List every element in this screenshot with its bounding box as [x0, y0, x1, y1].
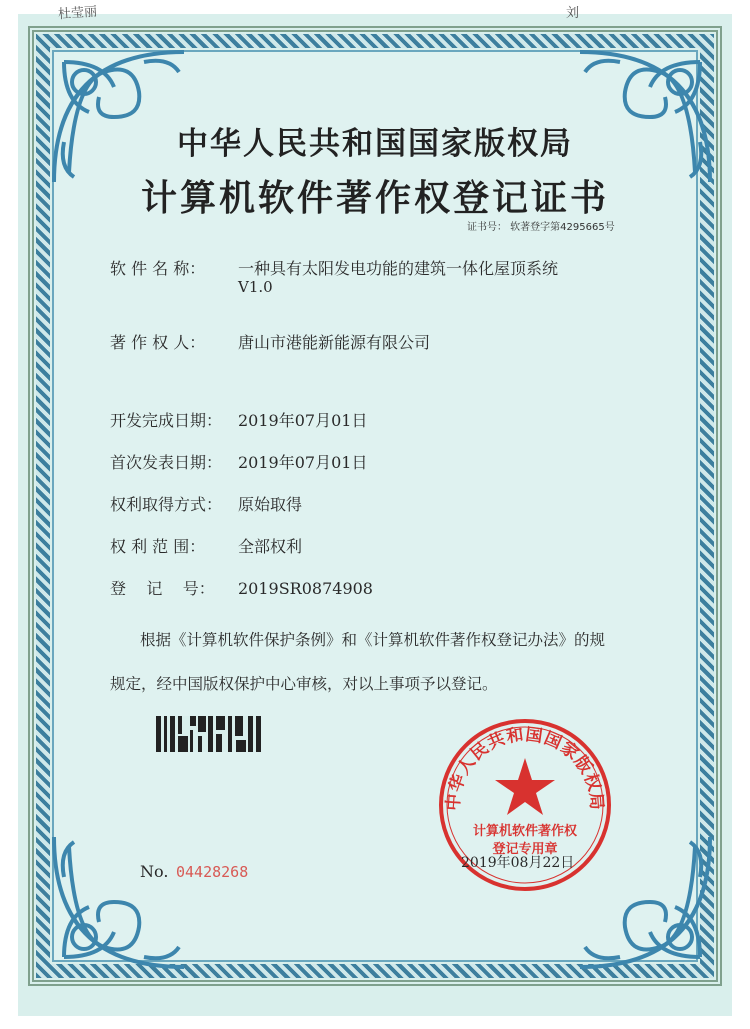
issue-date: 2019年08月22日: [461, 855, 575, 871]
field-value: 2019SR0874908: [238, 579, 373, 598]
field-rights-scope: [110, 534, 302, 557]
statement-line-2: 规定，经中国版权保护中心审核，对以上事项予以登记。: [110, 675, 498, 693]
field-copyright-owner: [110, 330, 430, 353]
field-value: 2019年07月01日: [238, 453, 368, 472]
field-registration-number: [110, 576, 373, 599]
seal-ring-text: 中华人民共和国国家版权局: [443, 724, 607, 812]
field-acquisition-method: [110, 492, 302, 515]
serial-number: 04428268: [176, 863, 249, 881]
field-label: 开发完成日期：: [110, 411, 223, 430]
statement-line-1: 根据《计算机软件保护条例》和《计算机软件著作权登记办法》的规: [140, 631, 606, 649]
issuer-title: 中华人民共和国国家版权局: [177, 126, 573, 162]
field-label: 首次发表日期：: [110, 453, 223, 472]
field-development-date: [110, 408, 367, 431]
serial-label: No.: [140, 862, 169, 881]
handwritten-note-right: 刘: [566, 6, 580, 21]
seal-text-line-1: 计算机软件著作权: [472, 824, 577, 839]
corner-ornament-icon: [44, 827, 194, 977]
certificate-title: 计算机软件著作权登记证书: [140, 178, 609, 219]
field-value: 原始取得: [238, 495, 303, 514]
handwritten-note-left: 杜莹丽: [57, 4, 98, 23]
field-label: 著 作 权 人：: [110, 333, 206, 352]
field-value: 唐山市港能新能源有限公司: [238, 333, 431, 352]
barcode-icon: [156, 716, 261, 752]
field-label: 权 利 范 围：: [110, 537, 206, 556]
field-value: 一种具有太阳发电功能的建筑一体化屋顶系统: [238, 259, 559, 278]
field-value-version: V1.0: [238, 278, 273, 296]
field-value: 2019年07月01日: [238, 411, 368, 430]
field-label: 权利取得方式：: [110, 495, 223, 514]
field-label: 软 件 名 称：: [110, 259, 206, 278]
certificate-number: 证书号： 软著登字第4295665号: [467, 222, 615, 233]
field-software-name: [110, 256, 558, 279]
field-label: 登 记 号：: [110, 579, 215, 598]
field-publication-date: [110, 450, 367, 473]
field-value: 全部权利: [238, 537, 303, 556]
seal-text-line-2: 登记专用章: [492, 842, 558, 857]
